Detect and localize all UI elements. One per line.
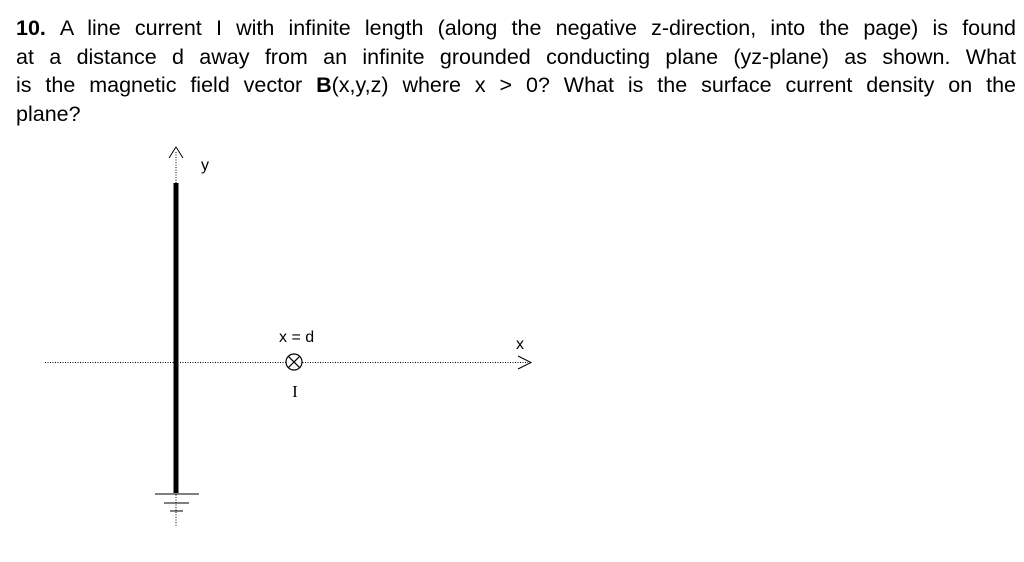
problem-line-2: at a distance d away from an infinite grounded conducting plane (yz-plane) as shown. What (16, 44, 1016, 69)
ground-icon (155, 494, 199, 511)
problem-line-3-pre: is the magnetic field vector (16, 73, 317, 98)
x-axis-label: x (516, 336, 524, 353)
y-axis-label: y (201, 157, 209, 174)
field-vector-symbol: B (316, 73, 332, 98)
problem-line-3-post: (x,y,z) where x > 0? What is the surface current density on the (331, 73, 1016, 98)
current-label: I (292, 382, 298, 401)
x-axis-arrowhead (518, 356, 531, 369)
into-page-cross-icon (286, 354, 302, 370)
problem-number: 10. (16, 16, 46, 40)
position-label: x = d (279, 329, 315, 346)
problem-line-1-text: A line current I with infinite length (along the negative z-direction, into the page) is found (59, 16, 1016, 40)
problem-line-4: plane? (16, 102, 81, 127)
